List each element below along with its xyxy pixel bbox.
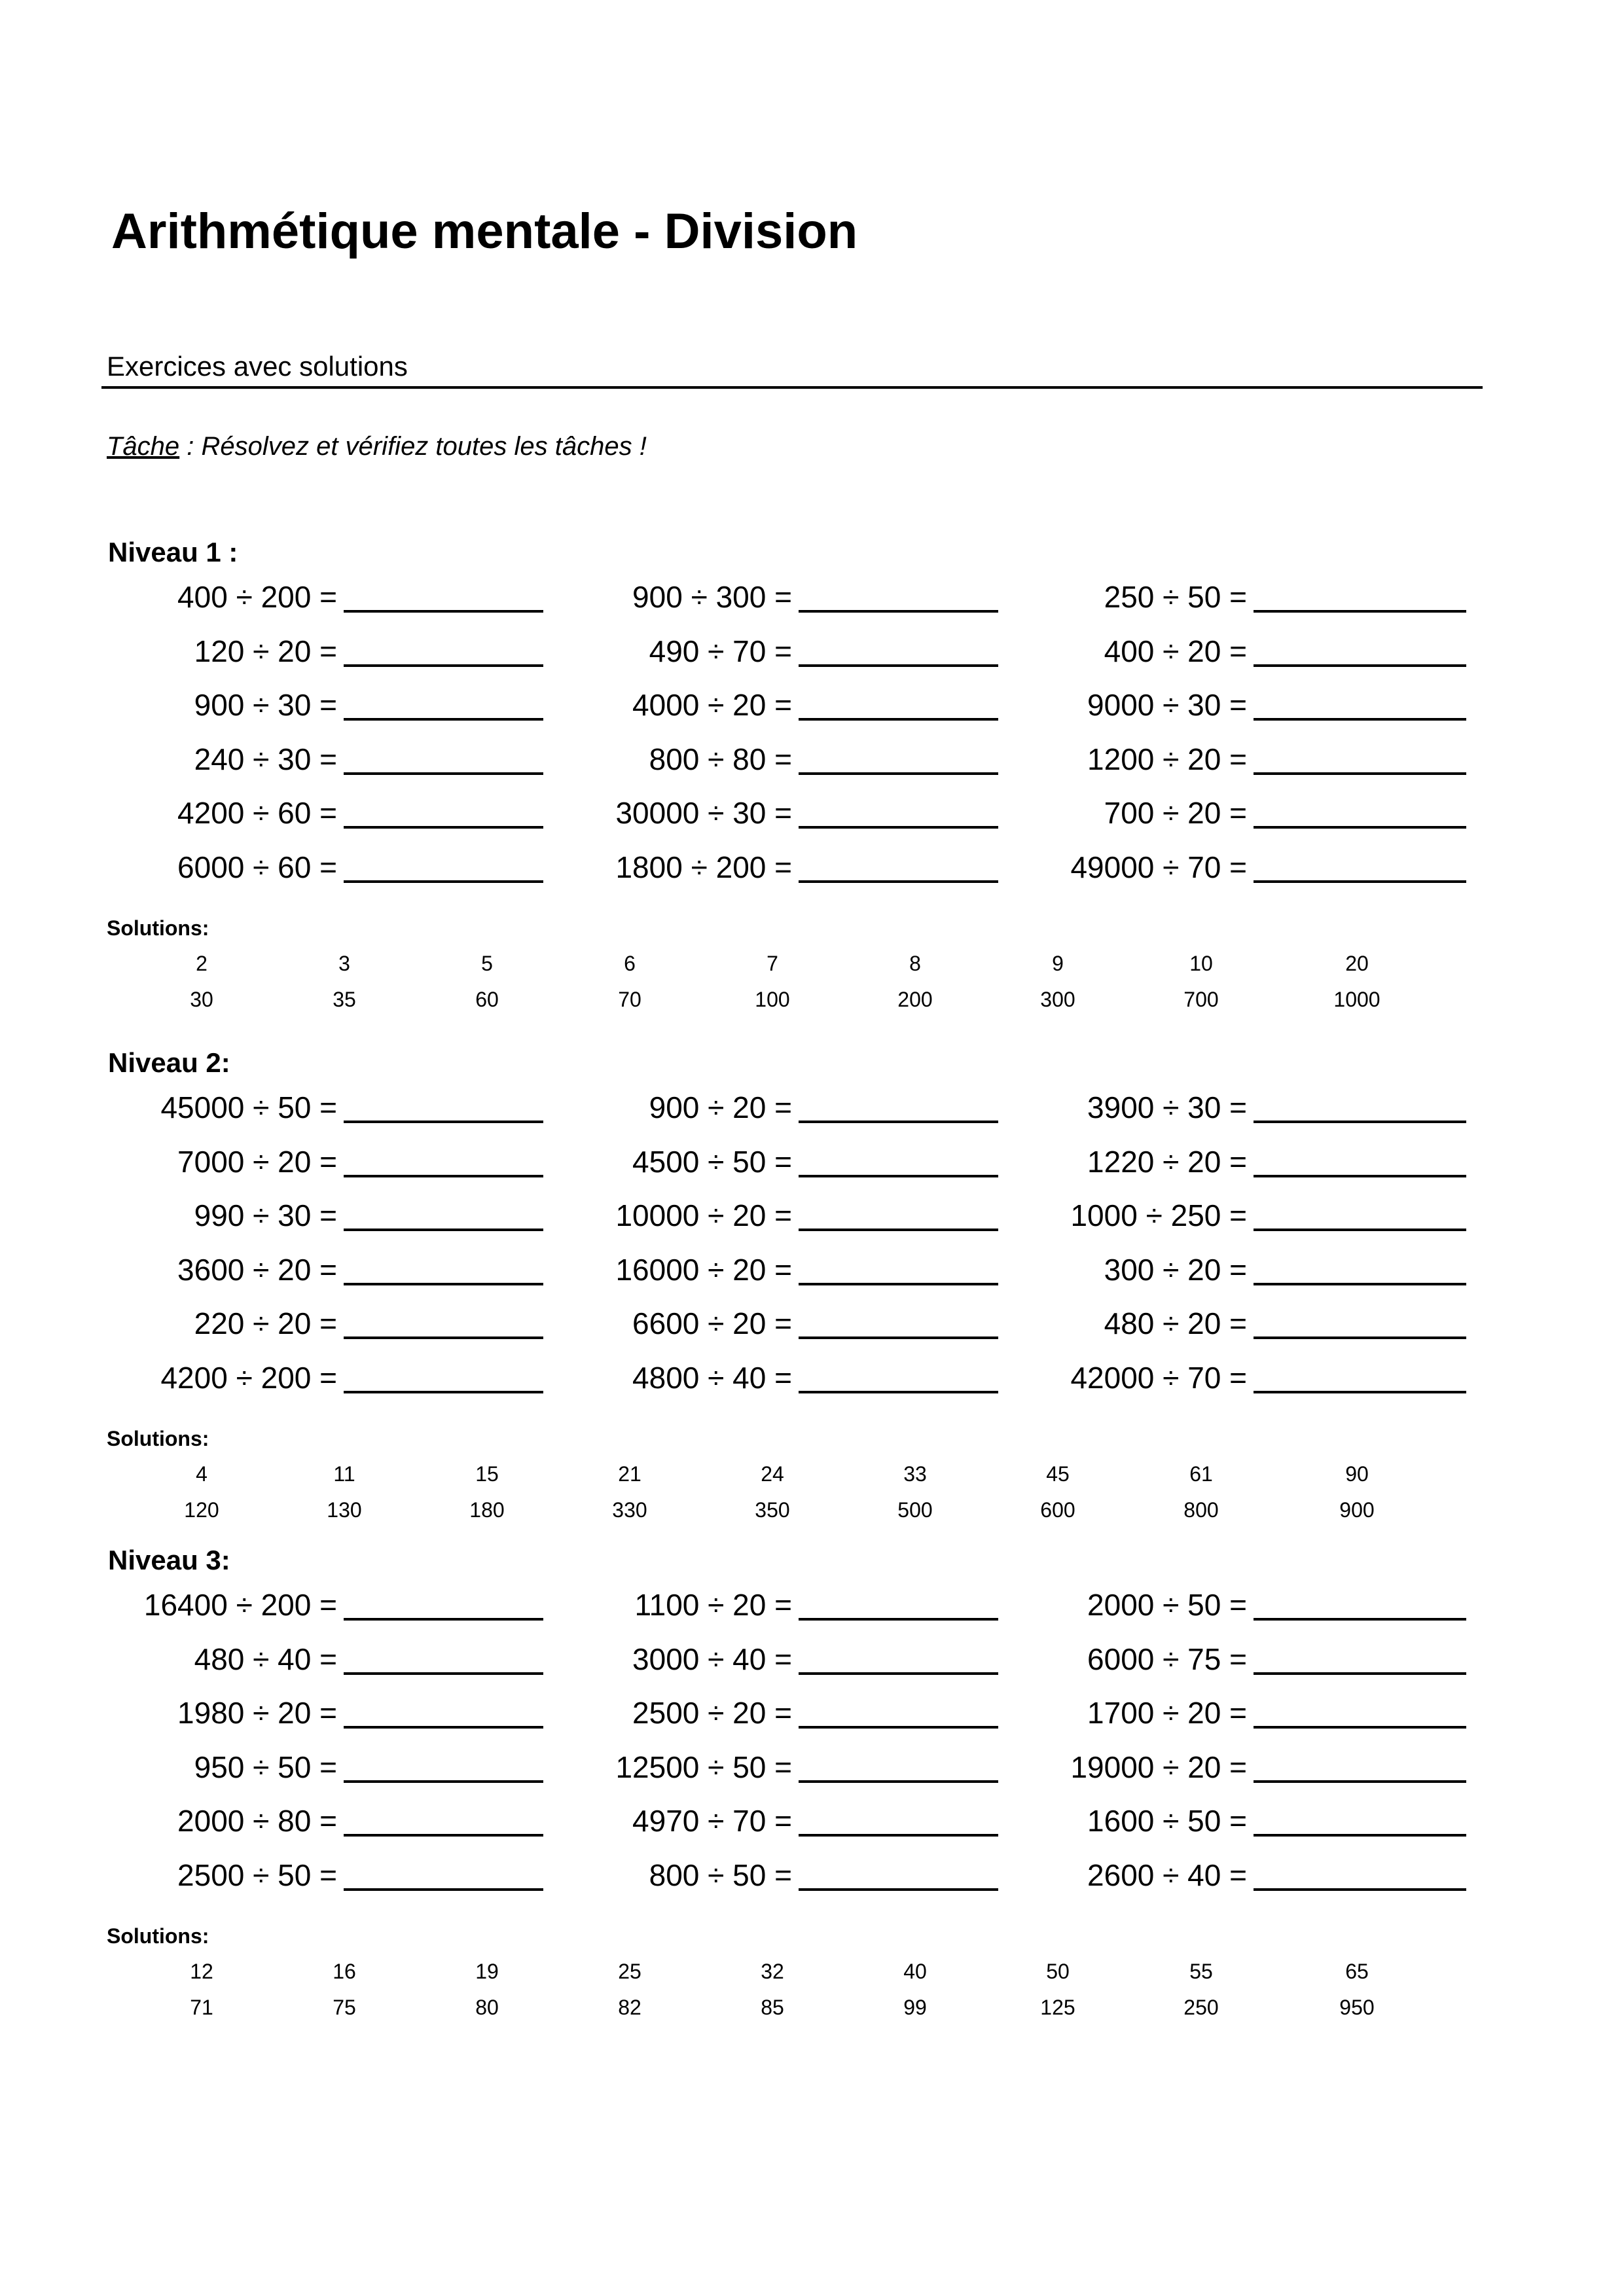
division-problem: 4200 ÷ 60 = [177, 796, 337, 830]
answer-blank[interactable] [344, 880, 543, 883]
subtitle-divider [101, 386, 1483, 389]
division-problem: 490 ÷ 70 = [649, 634, 792, 668]
solutions-row [0, 1456, 1624, 1492]
problem-row [0, 1080, 1624, 1135]
answer-blank[interactable] [799, 1888, 998, 1891]
answer-blank[interactable] [344, 1391, 543, 1393]
division-problem: 480 ÷ 20 = [1104, 1306, 1247, 1340]
level-title: Niveau 2: [108, 1047, 230, 1078]
solution-value: 200 [897, 988, 933, 1011]
division-problem: 800 ÷ 50 = [649, 1857, 792, 1892]
solution-value: 3 [338, 952, 350, 975]
answer-blank[interactable] [799, 772, 998, 775]
solution-value: 120 [184, 1498, 219, 1522]
answer-blank[interactable] [799, 1726, 998, 1729]
answer-blank[interactable] [344, 1283, 543, 1285]
answer-blank[interactable] [1254, 1175, 1466, 1177]
solution-value: 300 [1040, 988, 1075, 1011]
solution-value: 35 [333, 988, 356, 1011]
solution-value: 9 [1052, 952, 1064, 975]
solution-value: 90 [1345, 1462, 1369, 1486]
solution-value: 21 [618, 1462, 641, 1486]
division-problem: 250 ÷ 50 = [1104, 580, 1247, 614]
division-problem: 990 ÷ 30 = [194, 1198, 337, 1232]
division-problem: 9000 ÷ 30 = [1087, 688, 1247, 722]
problem-row [0, 1740, 1624, 1795]
problem-row [0, 1793, 1624, 1848]
solution-value: 600 [1040, 1498, 1075, 1522]
answer-blank[interactable] [1254, 1121, 1466, 1123]
answer-blank[interactable] [344, 1780, 543, 1783]
answer-blank[interactable] [344, 1336, 543, 1339]
division-problem: 900 ÷ 30 = [194, 688, 337, 722]
solutions-row [0, 1989, 1624, 2026]
solution-value: 330 [612, 1498, 647, 1522]
solutions-label: Solutions: [107, 916, 209, 940]
solution-value: 19 [475, 1960, 499, 1983]
solution-value: 125 [1040, 1996, 1075, 2019]
solution-value: 250 [1183, 1996, 1219, 2019]
division-problem: 220 ÷ 20 = [194, 1306, 337, 1340]
division-problem: 2500 ÷ 50 = [177, 1857, 337, 1892]
solution-value: 32 [761, 1960, 784, 1983]
answer-blank[interactable] [1254, 718, 1466, 721]
division-problem: 45000 ÷ 50 = [160, 1090, 337, 1124]
answer-blank[interactable] [799, 1391, 998, 1393]
solution-value: 1000 [1333, 988, 1380, 1011]
division-problem: 6000 ÷ 75 = [1087, 1641, 1247, 1676]
problem-row [0, 1350, 1624, 1405]
solution-value: 180 [469, 1498, 505, 1522]
answer-blank[interactable] [799, 1283, 998, 1285]
problem-row [0, 1848, 1624, 1903]
division-problem: 10000 ÷ 20 = [615, 1198, 792, 1232]
solution-value: 33 [903, 1462, 927, 1486]
answer-blank[interactable] [1254, 1672, 1466, 1675]
answer-blank[interactable] [344, 1888, 543, 1891]
division-problem: 7000 ÷ 20 = [177, 1144, 337, 1179]
division-problem: 2000 ÷ 80 = [177, 1804, 337, 1838]
solutions-row [0, 981, 1624, 1018]
solution-value: 99 [903, 1996, 927, 2019]
solution-value: 11 [333, 1462, 355, 1486]
task-text: : Résolvez et vérifiez toutes les tâches ! [179, 432, 647, 461]
solution-value: 45 [1046, 1462, 1070, 1486]
division-problem: 30000 ÷ 30 = [615, 796, 792, 830]
division-problem: 3600 ÷ 20 = [177, 1252, 337, 1287]
solution-value: 70 [618, 988, 641, 1011]
task-instruction [107, 432, 647, 461]
problem-row [0, 569, 1624, 624]
division-problem: 900 ÷ 300 = [632, 580, 792, 614]
solutions-label: Solutions: [107, 1427, 209, 1450]
division-problem: 1700 ÷ 20 = [1087, 1696, 1247, 1730]
problem-row [0, 840, 1624, 895]
answer-blank[interactable] [1254, 1229, 1466, 1231]
answer-blank[interactable] [799, 1618, 998, 1621]
answer-blank[interactable] [1254, 1834, 1466, 1837]
solution-value: 700 [1183, 988, 1219, 1011]
solution-value: 61 [1189, 1462, 1213, 1486]
task-label: Tâche [107, 432, 180, 461]
division-problem: 2500 ÷ 20 = [632, 1696, 792, 1730]
division-problem: 700 ÷ 20 = [1104, 796, 1247, 830]
division-problem: 1980 ÷ 20 = [177, 1696, 337, 1730]
problem-row [0, 1632, 1624, 1687]
division-problem: 1200 ÷ 20 = [1087, 742, 1247, 776]
solution-value: 4 [196, 1462, 208, 1486]
division-problem: 3000 ÷ 40 = [632, 1641, 792, 1676]
division-problem: 1000 ÷ 250 = [1070, 1198, 1247, 1232]
answer-blank[interactable] [344, 1175, 543, 1177]
division-problem: 400 ÷ 20 = [1104, 634, 1247, 668]
problem-row [0, 1242, 1624, 1297]
solution-value: 2 [196, 952, 208, 975]
answer-blank[interactable] [799, 826, 998, 829]
solution-value: 500 [897, 1498, 933, 1522]
answer-blank[interactable] [1254, 1391, 1466, 1393]
division-problem: 4000 ÷ 20 = [632, 688, 792, 722]
problem-row [0, 785, 1624, 840]
division-problem: 16400 ÷ 200 = [143, 1588, 337, 1622]
answer-blank[interactable] [1254, 610, 1466, 613]
answer-blank[interactable] [344, 1834, 543, 1837]
division-problem: 1600 ÷ 50 = [1087, 1804, 1247, 1838]
division-problem: 480 ÷ 40 = [194, 1641, 337, 1676]
division-problem: 12500 ÷ 50 = [615, 1749, 792, 1784]
division-problem: 3900 ÷ 30 = [1087, 1090, 1247, 1124]
solution-value: 25 [618, 1960, 641, 1983]
answer-blank[interactable] [1254, 1618, 1466, 1621]
solution-value: 8 [909, 952, 921, 975]
answer-blank[interactable] [1254, 880, 1466, 883]
answer-blank[interactable] [1254, 1888, 1466, 1891]
division-problem: 4970 ÷ 70 = [632, 1804, 792, 1838]
answer-blank[interactable] [344, 1229, 543, 1231]
answer-blank[interactable] [344, 1618, 543, 1621]
division-problem: 1800 ÷ 200 = [615, 850, 792, 884]
division-problem: 950 ÷ 50 = [194, 1749, 337, 1784]
division-problem: 400 ÷ 200 = [177, 580, 337, 614]
solution-value: 16 [333, 1960, 356, 1983]
solution-value: 5 [481, 952, 493, 975]
division-problem: 16000 ÷ 20 = [615, 1252, 792, 1287]
solution-value: 65 [1345, 1960, 1369, 1983]
answer-blank[interactable] [799, 1780, 998, 1783]
solution-value: 10 [1189, 952, 1213, 975]
solution-value: 85 [761, 1996, 784, 2019]
problem-row [0, 1685, 1624, 1740]
division-problem: 42000 ÷ 70 = [1070, 1360, 1247, 1395]
division-problem: 4200 ÷ 200 = [160, 1360, 337, 1395]
solution-value: 12 [190, 1960, 213, 1983]
answer-blank[interactable] [344, 718, 543, 721]
level-title: Niveau 1 : [108, 537, 238, 567]
answer-blank[interactable] [799, 1121, 998, 1123]
division-problem: 6600 ÷ 20 = [632, 1306, 792, 1340]
solution-value: 130 [327, 1498, 362, 1522]
problem-row [0, 1577, 1624, 1632]
answer-blank[interactable] [1254, 1336, 1466, 1339]
answer-blank[interactable] [344, 1726, 543, 1729]
solution-value: 800 [1183, 1498, 1219, 1522]
problem-row [0, 1134, 1624, 1189]
solution-value: 20 [1345, 952, 1369, 975]
division-problem: 900 ÷ 20 = [649, 1090, 792, 1124]
solutions-label: Solutions: [107, 1924, 209, 1948]
division-problem: 4500 ÷ 50 = [632, 1144, 792, 1179]
solution-value: 30 [190, 988, 213, 1011]
answer-blank[interactable] [799, 1336, 998, 1339]
solution-value: 80 [475, 1996, 499, 2019]
answer-blank[interactable] [799, 718, 998, 721]
answer-blank[interactable] [799, 1672, 998, 1675]
problem-row [0, 1188, 1624, 1243]
division-problem: 240 ÷ 30 = [194, 742, 337, 776]
solution-value: 100 [755, 988, 790, 1011]
answer-blank[interactable] [1254, 664, 1466, 667]
answer-blank[interactable] [1254, 1726, 1466, 1729]
answer-blank[interactable] [799, 1834, 998, 1837]
answer-blank[interactable] [344, 1672, 543, 1675]
solution-value: 50 [1046, 1960, 1070, 1983]
solution-value: 55 [1189, 1960, 1213, 1983]
solution-value: 350 [755, 1498, 790, 1522]
division-problem: 1220 ÷ 20 = [1087, 1144, 1247, 1179]
worksheet-title: Arithmétique mentale - Division [111, 204, 858, 259]
solutions-row [0, 945, 1624, 982]
solution-value: 900 [1339, 1498, 1375, 1522]
solution-value: 24 [761, 1462, 784, 1486]
answer-blank[interactable] [344, 610, 543, 613]
answer-blank[interactable] [344, 1121, 543, 1123]
level-title: Niveau 3: [108, 1545, 230, 1575]
division-problem: 2600 ÷ 40 = [1087, 1857, 1247, 1892]
solution-value: 950 [1339, 1996, 1375, 2019]
division-problem: 6000 ÷ 60 = [177, 850, 337, 884]
solution-value: 40 [903, 1960, 927, 1983]
solution-value: 15 [475, 1462, 499, 1486]
problem-row [0, 732, 1624, 787]
solution-value: 60 [475, 988, 499, 1011]
answer-blank[interactable] [344, 772, 543, 775]
answer-blank[interactable] [1254, 1283, 1466, 1285]
answer-blank[interactable] [1254, 826, 1466, 829]
division-problem: 800 ÷ 80 = [649, 742, 792, 776]
answer-blank[interactable] [1254, 1780, 1466, 1783]
answer-blank[interactable] [799, 1229, 998, 1231]
solution-value: 6 [624, 952, 636, 975]
division-problem: 120 ÷ 20 = [194, 634, 337, 668]
division-problem: 300 ÷ 20 = [1104, 1252, 1247, 1287]
problem-row [0, 1296, 1624, 1351]
solution-value: 71 [190, 1996, 213, 2019]
answer-blank[interactable] [799, 664, 998, 667]
division-problem: 49000 ÷ 70 = [1070, 850, 1247, 884]
solution-value: 82 [618, 1996, 641, 2019]
division-problem: 4800 ÷ 40 = [632, 1360, 792, 1395]
division-problem: 19000 ÷ 20 = [1070, 1749, 1247, 1784]
problem-row [0, 677, 1624, 732]
answer-blank[interactable] [344, 664, 543, 667]
solutions-row [0, 1953, 1624, 1990]
answer-blank[interactable] [799, 610, 998, 613]
solutions-row [0, 1492, 1624, 1528]
answer-blank[interactable] [1254, 772, 1466, 775]
answer-blank[interactable] [799, 880, 998, 883]
solution-value: 7 [767, 952, 778, 975]
answer-blank[interactable] [799, 1175, 998, 1177]
division-problem: 2000 ÷ 50 = [1087, 1588, 1247, 1622]
division-problem: 1100 ÷ 20 = [634, 1588, 792, 1622]
problem-row [0, 624, 1624, 679]
answer-blank[interactable] [344, 826, 543, 829]
worksheet-subtitle: Exercices avec solutions [107, 351, 408, 382]
solution-value: 75 [333, 1996, 356, 2019]
